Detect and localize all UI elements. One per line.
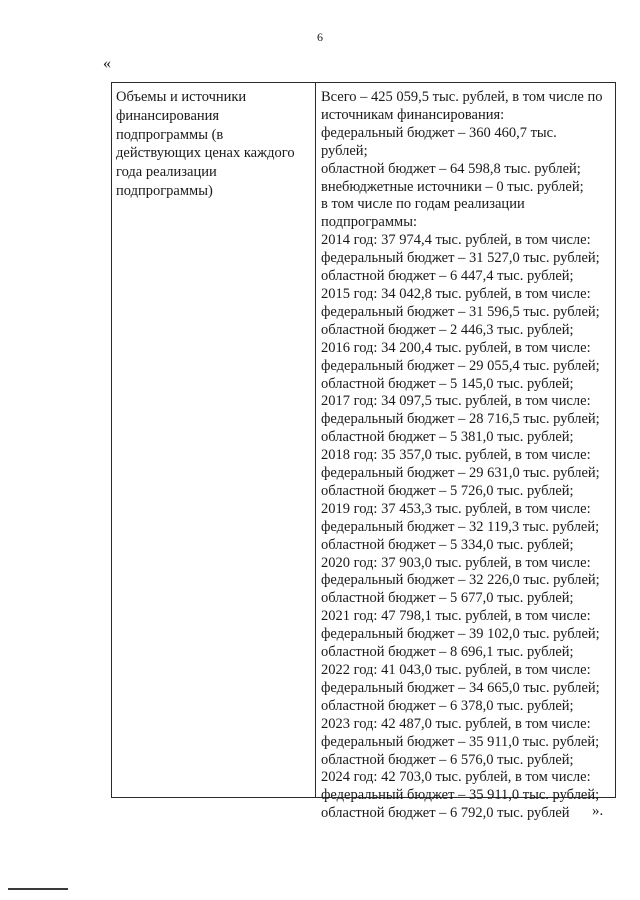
funding-line: федеральный бюджет – 31 596,5 тыс. рублей; xyxy=(321,303,600,320)
label-line: подпрограммы) xyxy=(116,182,213,199)
funding-line: областной бюджет – 6 447,4 тыс. рублей; xyxy=(321,268,574,285)
funding-line: 2019 год: 37 453,3 тыс. рублей, в том числе: xyxy=(321,500,591,517)
funding-line: источникам финансирования: xyxy=(321,106,505,123)
funding-line: внебюджетные источники – 0 тыс. рублей; xyxy=(321,178,584,195)
funding-line: 2017 год: 34 097,5 тыс. рублей, в том числе: xyxy=(321,393,591,410)
funding-line: областной бюджет – 6 576,0 тыс. рублей; xyxy=(321,751,574,768)
funding-line: федеральный бюджет – 29 631,0 тыс. рублей; xyxy=(321,465,600,482)
funding-line: областной бюджет – 5 334,0 тыс. рублей; xyxy=(321,536,574,553)
funding-line: подпрограммы: xyxy=(321,214,417,231)
funding-line: в том числе по годам реализации xyxy=(321,196,525,213)
opening-quote-mark: « xyxy=(103,55,111,72)
funding-line: 2024 год: 42 703,0 тыс. рублей, в том числе: xyxy=(321,769,591,786)
funding-line: областной бюджет – 64 598,8 тыс. рублей; xyxy=(321,160,581,177)
label-line: подпрограммы (в xyxy=(116,126,224,143)
funding-line: федеральный бюджет – 32 119,3 тыс. рублей; xyxy=(321,518,600,535)
funding-line: областной бюджет – 5 381,0 тыс. рублей; xyxy=(321,429,574,446)
funding-line: 2023 год: 42 487,0 тыс. рублей, в том числе: xyxy=(321,715,591,732)
funding-line: федеральный бюджет – 34 665,0 тыс. рублей; xyxy=(321,679,600,696)
funding-line: 2020 год: 37 903,0 тыс. рублей, в том числе: xyxy=(321,554,591,571)
funding-line: 2022 год: 41 043,0 тыс. рублей, в том числе: xyxy=(321,662,591,678)
funding-line: Всего – 425 059,5 тыс. рублей, в том числе по xyxy=(321,89,603,105)
funding-line: 2016 год: 34 200,4 тыс. рублей, в том числе: xyxy=(321,339,591,356)
funding-line: федеральный бюджет – 360 460,7 тыс. xyxy=(321,124,557,141)
page-number: 6 xyxy=(317,30,323,44)
funding-line: 2021 год: 47 798,1 тыс. рублей, в том числе: xyxy=(321,608,591,625)
label-line: года реализации xyxy=(116,164,217,181)
funding-line: областной бюджет – 5 726,0 тыс. рублей; xyxy=(321,482,574,499)
funding-line: федеральный бюджет – 28 716,5 тыс. рублей; xyxy=(321,411,600,428)
label-line: Объемы и источники xyxy=(116,89,247,105)
scan-edge-mark xyxy=(8,888,68,890)
label-line: действующих ценах каждого xyxy=(116,145,295,162)
funding-line: федеральный бюджет – 39 102,0 тыс. рублей; xyxy=(321,626,600,643)
funding-line: 2018 год: 35 357,0 тыс. рублей, в том числе: xyxy=(321,447,591,464)
funding-line: федеральный бюджет – 32 226,0 тыс. рублей; xyxy=(321,572,600,589)
funding-line: рублей; xyxy=(321,142,368,159)
funding-line: 2014 год: 37 974,4 тыс. рублей, в том числе: xyxy=(321,232,591,249)
closing-quote-mark: ». xyxy=(592,803,604,819)
label-line: финансирования xyxy=(116,107,220,124)
funding-line: областной бюджет – 5 677,0 тыс. рублей; xyxy=(321,590,574,607)
funding-line: 2015 год: 34 042,8 тыс. рублей, в том числе: xyxy=(321,285,591,302)
funding-line: федеральный бюджет – 35 911,0 тыс. рублей; xyxy=(321,733,600,750)
funding-line: областной бюджет – 5 145,0 тыс. рублей; xyxy=(321,375,574,392)
table-label-cell xyxy=(112,83,316,797)
funding-line: областной бюджет – 6 378,0 тыс. рублей; xyxy=(321,697,574,714)
funding-line: федеральный бюджет – 35 911,0 тыс. рублей; xyxy=(321,787,600,804)
funding-line: федеральный бюджет – 31 527,0 тыс. рублей; xyxy=(321,250,600,267)
funding-line: областной бюджет – 6 792,0 тыс. рублей xyxy=(321,805,570,822)
funding-line: федеральный бюджет – 29 055,4 тыс. рублей; xyxy=(321,357,600,374)
funding-line: областной бюджет – 2 446,3 тыс. рублей; xyxy=(321,321,574,338)
funding-table xyxy=(111,82,616,822)
table-value-cell xyxy=(316,83,615,822)
funding-line: областной бюджет – 8 696,1 тыс. рублей; xyxy=(321,644,574,661)
